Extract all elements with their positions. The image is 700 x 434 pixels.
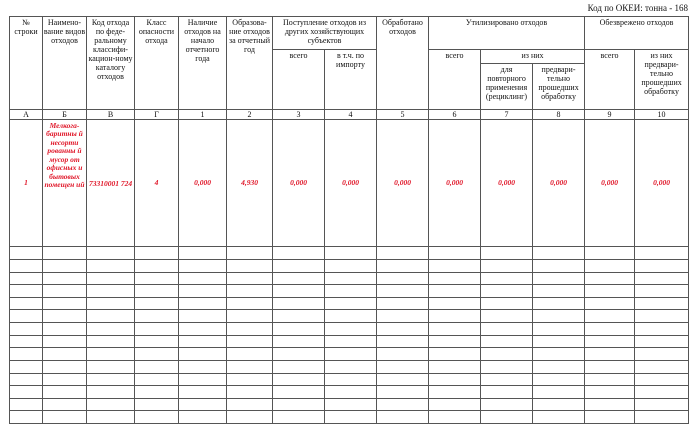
empty-cell bbox=[179, 360, 227, 373]
empty-cell bbox=[377, 272, 429, 285]
empty-cell bbox=[273, 272, 325, 285]
empty-cell bbox=[135, 297, 179, 310]
empty-cell bbox=[135, 360, 179, 373]
column-letter: 5 bbox=[377, 109, 429, 119]
empty-cell bbox=[43, 386, 87, 399]
empty-cell bbox=[377, 335, 429, 348]
header-utilized: Утилизировано отходов bbox=[429, 17, 585, 50]
empty-cell bbox=[179, 398, 227, 411]
empty-row bbox=[10, 272, 689, 285]
empty-cell bbox=[429, 310, 481, 323]
empty-cell bbox=[533, 272, 585, 285]
empty-cell bbox=[635, 386, 689, 399]
empty-cell bbox=[429, 272, 481, 285]
column-letter: Б bbox=[43, 109, 87, 119]
empty-cell bbox=[481, 335, 533, 348]
empty-cell bbox=[87, 285, 135, 298]
empty-cell bbox=[179, 348, 227, 361]
empty-cell bbox=[429, 285, 481, 298]
empty-cell bbox=[585, 411, 635, 424]
empty-cell bbox=[533, 335, 585, 348]
empty-cell bbox=[635, 285, 689, 298]
empty-cell bbox=[273, 411, 325, 424]
empty-cell bbox=[325, 272, 377, 285]
utilized-reuse-value: 0,000 bbox=[481, 119, 533, 246]
empty-cell bbox=[481, 310, 533, 323]
empty-cell bbox=[585, 386, 635, 399]
empty-cell bbox=[135, 310, 179, 323]
empty-cell bbox=[273, 285, 325, 298]
header-neutralized-total: всего bbox=[585, 50, 635, 110]
empty-cell bbox=[481, 398, 533, 411]
empty-cell bbox=[429, 348, 481, 361]
empty-cell bbox=[377, 247, 429, 260]
empty-cell bbox=[377, 386, 429, 399]
empty-cell bbox=[429, 386, 481, 399]
empty-cell bbox=[227, 323, 273, 336]
empty-cell bbox=[377, 373, 429, 386]
empty-row bbox=[10, 360, 689, 373]
empty-cell bbox=[135, 373, 179, 386]
empty-cell bbox=[533, 285, 585, 298]
column-letter: 2 bbox=[227, 109, 273, 119]
empty-cell bbox=[87, 411, 135, 424]
processed-value: 0,000 bbox=[377, 119, 429, 246]
empty-cell bbox=[429, 398, 481, 411]
empty-cell bbox=[135, 272, 179, 285]
utilized-total-value: 0,000 bbox=[429, 119, 481, 246]
column-letter: 8 bbox=[533, 109, 585, 119]
empty-cell bbox=[87, 335, 135, 348]
empty-cell bbox=[87, 348, 135, 361]
empty-cell bbox=[377, 398, 429, 411]
empty-cell bbox=[635, 272, 689, 285]
empty-cell bbox=[227, 386, 273, 399]
empty-row bbox=[10, 348, 689, 361]
empty-cell bbox=[325, 335, 377, 348]
empty-cell bbox=[635, 310, 689, 323]
empty-cell bbox=[43, 411, 87, 424]
header-hazard: Класс опасности отхода bbox=[135, 17, 179, 110]
empty-cell bbox=[585, 297, 635, 310]
empty-cell bbox=[635, 259, 689, 272]
empty-cell bbox=[10, 247, 43, 260]
header-neutralized-pre: из них предвари-тельно прошедших обработку bbox=[635, 50, 689, 110]
empty-cell bbox=[481, 348, 533, 361]
empty-cell bbox=[273, 297, 325, 310]
empty-cell bbox=[325, 386, 377, 399]
empty-cell bbox=[10, 386, 43, 399]
empty-cell bbox=[533, 297, 585, 310]
empty-cell bbox=[585, 335, 635, 348]
empty-cell bbox=[43, 297, 87, 310]
empty-cell bbox=[87, 247, 135, 260]
empty-cell bbox=[533, 247, 585, 260]
empty-cell bbox=[10, 360, 43, 373]
empty-cell bbox=[179, 323, 227, 336]
empty-rows bbox=[10, 247, 689, 424]
empty-cell bbox=[325, 310, 377, 323]
empty-cell bbox=[377, 259, 429, 272]
empty-row bbox=[10, 335, 689, 348]
empty-cell bbox=[377, 323, 429, 336]
empty-cell bbox=[481, 411, 533, 424]
empty-cell bbox=[10, 297, 43, 310]
empty-cell bbox=[273, 386, 325, 399]
empty-cell bbox=[43, 360, 87, 373]
hazard-class: 4 bbox=[135, 119, 179, 246]
header-utilized-total: всего bbox=[429, 50, 481, 110]
column-letter: Г bbox=[135, 109, 179, 119]
column-letter: 6 bbox=[429, 109, 481, 119]
empty-cell bbox=[481, 272, 533, 285]
empty-cell bbox=[87, 259, 135, 272]
empty-cell bbox=[325, 411, 377, 424]
empty-cell bbox=[179, 285, 227, 298]
income-import-value: 0,000 bbox=[325, 119, 377, 246]
empty-cell bbox=[429, 323, 481, 336]
empty-cell bbox=[10, 285, 43, 298]
header-presence: Наличие отходов на начало отчетного года bbox=[179, 17, 227, 110]
empty-cell bbox=[325, 348, 377, 361]
empty-row bbox=[10, 323, 689, 336]
empty-cell bbox=[43, 272, 87, 285]
empty-cell bbox=[585, 285, 635, 298]
empty-cell bbox=[87, 310, 135, 323]
empty-cell bbox=[429, 247, 481, 260]
empty-cell bbox=[377, 348, 429, 361]
empty-cell bbox=[135, 247, 179, 260]
empty-cell bbox=[10, 411, 43, 424]
empty-cell bbox=[227, 373, 273, 386]
empty-cell bbox=[481, 285, 533, 298]
empty-cell bbox=[533, 259, 585, 272]
empty-cell bbox=[179, 272, 227, 285]
empty-cell bbox=[635, 247, 689, 260]
column-letter: 1 bbox=[179, 109, 227, 119]
empty-cell bbox=[429, 360, 481, 373]
empty-cell bbox=[135, 386, 179, 399]
empty-cell bbox=[135, 348, 179, 361]
empty-cell bbox=[273, 335, 325, 348]
empty-cell bbox=[179, 310, 227, 323]
empty-cell bbox=[179, 386, 227, 399]
empty-cell bbox=[179, 259, 227, 272]
column-letter: 7 bbox=[481, 109, 533, 119]
empty-cell bbox=[135, 411, 179, 424]
empty-cell bbox=[533, 360, 585, 373]
header-row-num: № строки bbox=[10, 17, 43, 110]
empty-cell bbox=[273, 259, 325, 272]
empty-cell bbox=[273, 348, 325, 361]
empty-cell bbox=[481, 323, 533, 336]
empty-cell bbox=[429, 335, 481, 348]
empty-cell bbox=[533, 310, 585, 323]
empty-cell bbox=[87, 323, 135, 336]
header-row-1 bbox=[10, 17, 689, 50]
empty-cell bbox=[43, 335, 87, 348]
empty-cell bbox=[377, 310, 429, 323]
empty-cell bbox=[635, 348, 689, 361]
empty-cell bbox=[429, 259, 481, 272]
empty-cell bbox=[179, 411, 227, 424]
empty-cell bbox=[585, 360, 635, 373]
waste-code: 73310001 724 bbox=[87, 119, 135, 246]
empty-cell bbox=[10, 373, 43, 386]
empty-cell bbox=[273, 373, 325, 386]
empty-row bbox=[10, 411, 689, 424]
column-letter: 4 bbox=[325, 109, 377, 119]
empty-cell bbox=[635, 323, 689, 336]
empty-cell bbox=[227, 348, 273, 361]
waste-name: Мелкога-баритны й несорти рованны й мусор от офисных и бытовых помещен ий bbox=[43, 119, 87, 246]
empty-cell bbox=[533, 398, 585, 411]
empty-cell bbox=[585, 259, 635, 272]
empty-cell bbox=[533, 373, 585, 386]
empty-cell bbox=[135, 335, 179, 348]
formation-value: 4,930 bbox=[227, 119, 273, 246]
empty-cell bbox=[377, 297, 429, 310]
empty-row bbox=[10, 398, 689, 411]
column-letter: 3 bbox=[273, 109, 325, 119]
empty-cell bbox=[273, 360, 325, 373]
header-code: Код отхода по феде-ральному классифи-кацион-ному каталогу отходов bbox=[87, 17, 135, 110]
empty-cell bbox=[87, 297, 135, 310]
empty-cell bbox=[43, 259, 87, 272]
empty-cell bbox=[227, 411, 273, 424]
empty-cell bbox=[43, 348, 87, 361]
neutralized-total-value: 0,000 bbox=[585, 119, 635, 246]
income-total-value: 0,000 bbox=[273, 119, 325, 246]
empty-cell bbox=[179, 247, 227, 260]
empty-cell bbox=[325, 247, 377, 260]
empty-cell bbox=[135, 323, 179, 336]
empty-cell bbox=[325, 285, 377, 298]
header-income-import: в т.ч. по импорту bbox=[325, 50, 377, 110]
empty-cell bbox=[273, 310, 325, 323]
empty-cell bbox=[481, 386, 533, 399]
empty-cell bbox=[533, 386, 585, 399]
empty-cell bbox=[325, 373, 377, 386]
empty-cell bbox=[325, 297, 377, 310]
empty-cell bbox=[43, 285, 87, 298]
empty-cell bbox=[635, 411, 689, 424]
presence-value: 0,000 bbox=[179, 119, 227, 246]
empty-cell bbox=[10, 323, 43, 336]
empty-cell bbox=[429, 297, 481, 310]
empty-cell bbox=[533, 411, 585, 424]
column-letter: А bbox=[10, 109, 43, 119]
empty-cell bbox=[585, 272, 635, 285]
empty-cell bbox=[227, 285, 273, 298]
empty-cell bbox=[325, 398, 377, 411]
header-name: Наимено-вание видов отходов bbox=[43, 17, 87, 110]
empty-cell bbox=[635, 398, 689, 411]
empty-cell bbox=[585, 310, 635, 323]
empty-cell bbox=[273, 247, 325, 260]
header-income: Поступление отходов из других хозяйствующих субъектов bbox=[273, 17, 377, 50]
empty-cell bbox=[179, 297, 227, 310]
empty-row bbox=[10, 297, 689, 310]
utilized-pre-value: 0,000 bbox=[533, 119, 585, 246]
column-letter: В bbox=[87, 109, 135, 119]
empty-cell bbox=[227, 297, 273, 310]
empty-row bbox=[10, 247, 689, 260]
empty-cell bbox=[179, 373, 227, 386]
empty-cell bbox=[533, 348, 585, 361]
header-neutralized: Обезврежено отходов bbox=[585, 17, 689, 50]
header-income-total: всего bbox=[273, 50, 325, 110]
row-number: 1 bbox=[10, 119, 43, 246]
empty-cell bbox=[227, 360, 273, 373]
empty-cell bbox=[10, 398, 43, 411]
empty-cell bbox=[273, 323, 325, 336]
empty-cell bbox=[43, 247, 87, 260]
empty-row bbox=[10, 310, 689, 323]
waste-report-table bbox=[9, 16, 689, 424]
empty-cell bbox=[325, 360, 377, 373]
header-utilized-pre: предвари-тельно прошедших обработку bbox=[533, 64, 585, 109]
empty-cell bbox=[135, 259, 179, 272]
empty-cell bbox=[481, 360, 533, 373]
column-letter: 9 bbox=[585, 109, 635, 119]
empty-cell bbox=[227, 272, 273, 285]
empty-cell bbox=[635, 335, 689, 348]
table-row bbox=[10, 119, 689, 246]
empty-cell bbox=[585, 348, 635, 361]
empty-cell bbox=[135, 285, 179, 298]
empty-cell bbox=[87, 360, 135, 373]
empty-cell bbox=[10, 259, 43, 272]
header-utilized-reuse: для повторного применения (рециклинг) bbox=[481, 64, 533, 109]
empty-cell bbox=[377, 411, 429, 424]
empty-row bbox=[10, 259, 689, 272]
empty-cell bbox=[43, 398, 87, 411]
empty-cell bbox=[87, 373, 135, 386]
empty-cell bbox=[481, 373, 533, 386]
empty-cell bbox=[273, 398, 325, 411]
empty-cell bbox=[87, 272, 135, 285]
column-letters-row bbox=[10, 109, 689, 119]
empty-cell bbox=[325, 259, 377, 272]
empty-cell bbox=[585, 373, 635, 386]
empty-cell bbox=[429, 373, 481, 386]
empty-cell bbox=[635, 297, 689, 310]
empty-row bbox=[10, 373, 689, 386]
empty-cell bbox=[43, 323, 87, 336]
column-letter: 10 bbox=[635, 109, 689, 119]
empty-cell bbox=[10, 272, 43, 285]
empty-cell bbox=[585, 247, 635, 260]
header-processed: Обработано отходов bbox=[377, 17, 429, 110]
empty-cell bbox=[585, 398, 635, 411]
empty-cell bbox=[481, 259, 533, 272]
empty-cell bbox=[179, 335, 227, 348]
empty-row bbox=[10, 386, 689, 399]
empty-cell bbox=[429, 411, 481, 424]
empty-cell bbox=[635, 360, 689, 373]
empty-cell bbox=[10, 310, 43, 323]
empty-cell bbox=[377, 285, 429, 298]
empty-cell bbox=[10, 348, 43, 361]
header-formation: Образова-ние отходов за отчетный год bbox=[227, 17, 273, 110]
empty-cell bbox=[10, 335, 43, 348]
empty-cell bbox=[635, 373, 689, 386]
empty-cell bbox=[585, 323, 635, 336]
header-utilized-of-them: из них bbox=[481, 50, 585, 64]
empty-cell bbox=[43, 373, 87, 386]
empty-cell bbox=[227, 310, 273, 323]
empty-cell bbox=[227, 247, 273, 260]
empty-cell bbox=[227, 398, 273, 411]
empty-cell bbox=[325, 323, 377, 336]
empty-cell bbox=[377, 360, 429, 373]
empty-cell bbox=[135, 398, 179, 411]
empty-cell bbox=[227, 335, 273, 348]
empty-cell bbox=[87, 386, 135, 399]
empty-cell bbox=[481, 297, 533, 310]
empty-cell bbox=[87, 398, 135, 411]
empty-cell bbox=[227, 259, 273, 272]
okei-code: Код по ОКЕИ: тонна - 168 bbox=[587, 3, 688, 13]
empty-cell bbox=[481, 247, 533, 260]
empty-cell bbox=[43, 310, 87, 323]
empty-cell bbox=[533, 323, 585, 336]
empty-row bbox=[10, 285, 689, 298]
neutralized-pre-value: 0,000 bbox=[635, 119, 689, 246]
